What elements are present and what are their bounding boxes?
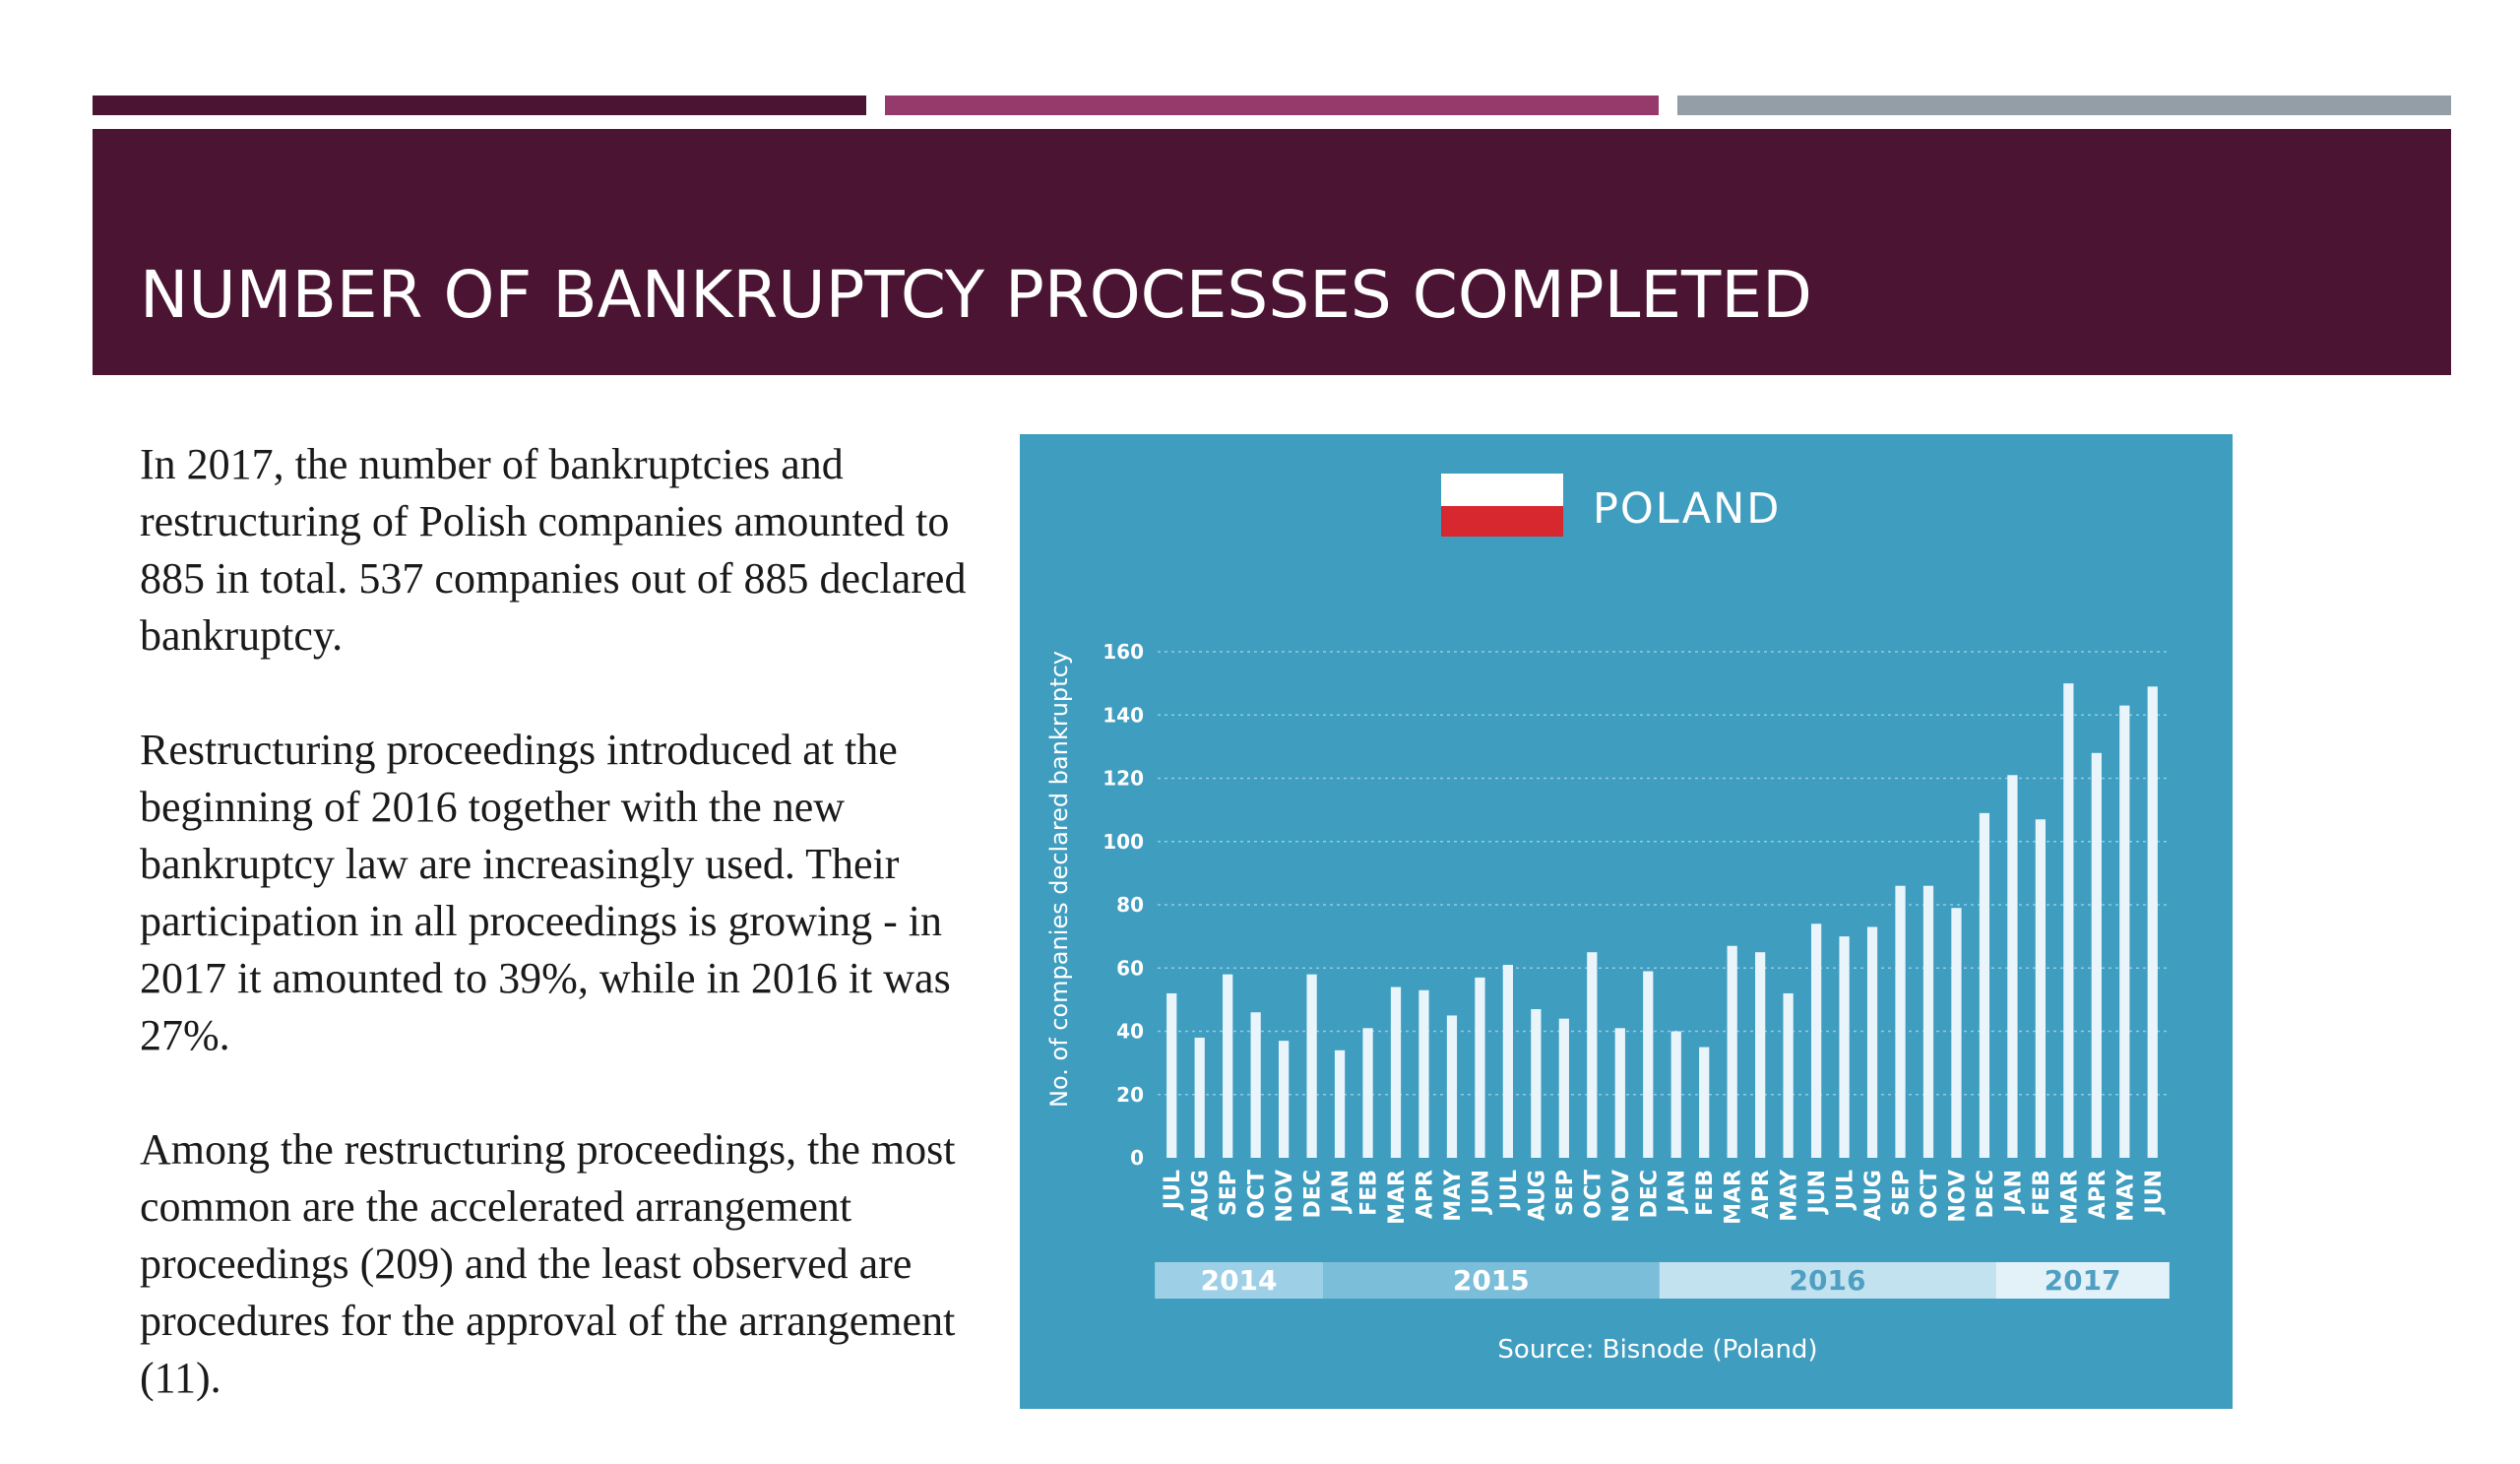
y-tick-label: 140 <box>1102 703 1144 728</box>
x-tick-label: OCT <box>1244 1170 1270 1219</box>
bar <box>1362 1028 1372 1158</box>
bar <box>1784 993 1794 1158</box>
x-tick-label: MAR <box>1721 1170 1746 1225</box>
title-band <box>93 129 2451 375</box>
x-tick-label: OCT <box>1917 1170 1942 1219</box>
accent-bar-primary <box>93 95 866 115</box>
bar <box>1559 1019 1569 1158</box>
bar <box>1335 1050 1345 1158</box>
x-tick-label: MAY <box>1440 1170 1466 1222</box>
x-tick-label: APR <box>1749 1170 1775 1220</box>
accent-bar-secondary <box>885 95 1659 115</box>
bar <box>1503 965 1513 1158</box>
bar <box>1447 1015 1457 1158</box>
x-tick-label: FEB <box>1693 1170 1719 1216</box>
accent-bar-tertiary <box>1677 95 2451 115</box>
x-tick-label: JAN <box>1665 1170 1690 1213</box>
bar <box>1587 952 1597 1158</box>
y-tick-label: 80 <box>1116 893 1144 917</box>
y-tick-label: 0 <box>1130 1146 1144 1170</box>
x-tick-label: DEC <box>1300 1170 1326 1219</box>
bar <box>1418 990 1428 1158</box>
bar <box>1895 886 1905 1158</box>
bar <box>2036 819 2046 1158</box>
y-tick-label: 160 <box>1102 640 1144 664</box>
x-tick-label: JUL <box>1833 1170 1858 1210</box>
bar <box>1923 886 1933 1158</box>
bar <box>1643 971 1653 1158</box>
x-tick-label: APR <box>1413 1170 1438 1220</box>
bar <box>1615 1028 1625 1158</box>
y-tick-label: 120 <box>1102 766 1144 791</box>
x-tick-label: MAR <box>1385 1170 1411 1225</box>
bar <box>1195 1038 1205 1158</box>
bar <box>2007 775 2017 1158</box>
x-tick-label: SEP <box>1889 1170 1915 1216</box>
x-tick-label: DEC <box>1973 1170 1998 1219</box>
x-tick-label: JUN <box>1469 1170 1494 1214</box>
x-tick-label: JUN <box>1805 1170 1831 1214</box>
bar <box>1531 1009 1541 1158</box>
y-tick-label: 60 <box>1116 956 1144 981</box>
x-tick-label: NOV <box>1608 1170 1634 1223</box>
x-tick-label: JUL <box>1496 1170 1522 1210</box>
bar <box>1755 952 1765 1158</box>
paragraph-3: Among the restructuring proceedings, the most common are the accelerated arrangement proceedings (209) and the least observed are procedures for the approval of the arrangement (11). <box>140 1125 956 1402</box>
x-tick-label: SEP <box>1217 1170 1242 1216</box>
x-tick-label: AUG <box>1525 1170 1550 1222</box>
x-tick-label: AUG <box>1188 1170 1214 1222</box>
x-tick-label: MAY <box>1777 1170 1802 1222</box>
bar <box>1980 813 1989 1158</box>
year-band-label: 2015 <box>1452 1264 1530 1297</box>
bar <box>1811 923 1821 1158</box>
x-tick-label: AUG <box>1861 1170 1887 1222</box>
paragraph-2: Restructuring proceedings introduced at the beginning of 2016 together with the new bankruptcy law are increasingly used. Their participation in all proceedings is growing - in 2017 it amounted to 39%, while in 2016 it was 27%. <box>140 726 951 1059</box>
bar <box>1671 1032 1681 1159</box>
year-band-label: 2016 <box>1789 1264 1866 1297</box>
x-tick-label: FEB <box>2029 1170 2054 1216</box>
chart-title: POLAND <box>1593 484 1782 534</box>
x-tick-label: SEP <box>1552 1170 1578 1216</box>
paragraph-1: In 2017, the number of bankruptcies and restructuring of Polish companies amounted to 885 in total. 537 companies out of 885 declared bankruptcy. <box>140 440 967 660</box>
bar <box>2092 753 2102 1158</box>
bar <box>1251 1012 1261 1158</box>
bar <box>2063 683 2073 1158</box>
bar <box>1839 936 1849 1158</box>
x-tick-label: NOV <box>1945 1170 1971 1223</box>
x-tick-label: DEC <box>1637 1170 1663 1219</box>
bar <box>2119 706 2129 1158</box>
x-tick-label: FEB <box>1356 1170 1382 1216</box>
bar <box>1223 975 1232 1158</box>
chart-panel <box>1020 434 2233 1409</box>
bankruptcy-chart <box>1020 434 2233 1409</box>
bar <box>1166 993 1176 1158</box>
x-tick-label: MAR <box>2057 1170 2083 1225</box>
year-band-label: 2017 <box>2044 1264 2121 1297</box>
year-bands <box>1155 1262 2170 1299</box>
x-tick-label: JAN <box>1329 1170 1354 1213</box>
bar <box>1279 1041 1289 1158</box>
y-tick-label: 100 <box>1102 829 1144 854</box>
x-tick-label: OCT <box>1581 1170 1606 1219</box>
bar <box>1951 908 1961 1158</box>
x-tick-label: JAN <box>2001 1170 2027 1213</box>
chart-source: Source: Bisnode (Poland) <box>1497 1335 1818 1365</box>
bar <box>1867 926 1877 1158</box>
x-tick-label: MAY <box>2113 1170 2139 1222</box>
bar <box>2148 686 2158 1158</box>
x-tick-label: JUN <box>2141 1170 2167 1214</box>
x-tick-label: APR <box>2085 1170 2110 1220</box>
bar <box>1306 975 1316 1158</box>
bar <box>1475 978 1484 1158</box>
body-text <box>140 436 1006 1464</box>
bar <box>1699 1048 1709 1158</box>
y-tick-label: 20 <box>1116 1082 1144 1107</box>
flag-icon <box>1441 474 1563 537</box>
year-band-label: 2014 <box>1200 1264 1278 1297</box>
page-title: NUMBER OF BANKRUPTCY PROCESSES COMPLETED <box>140 257 1812 333</box>
bar <box>1728 946 1737 1158</box>
x-tick-label: JUL <box>1161 1170 1186 1210</box>
y-axis-label: No. of companies declared bankruptcy <box>1045 651 1073 1108</box>
y-tick-label: 40 <box>1116 1019 1144 1044</box>
x-tick-label: NOV <box>1273 1170 1298 1223</box>
bar <box>1391 987 1401 1158</box>
